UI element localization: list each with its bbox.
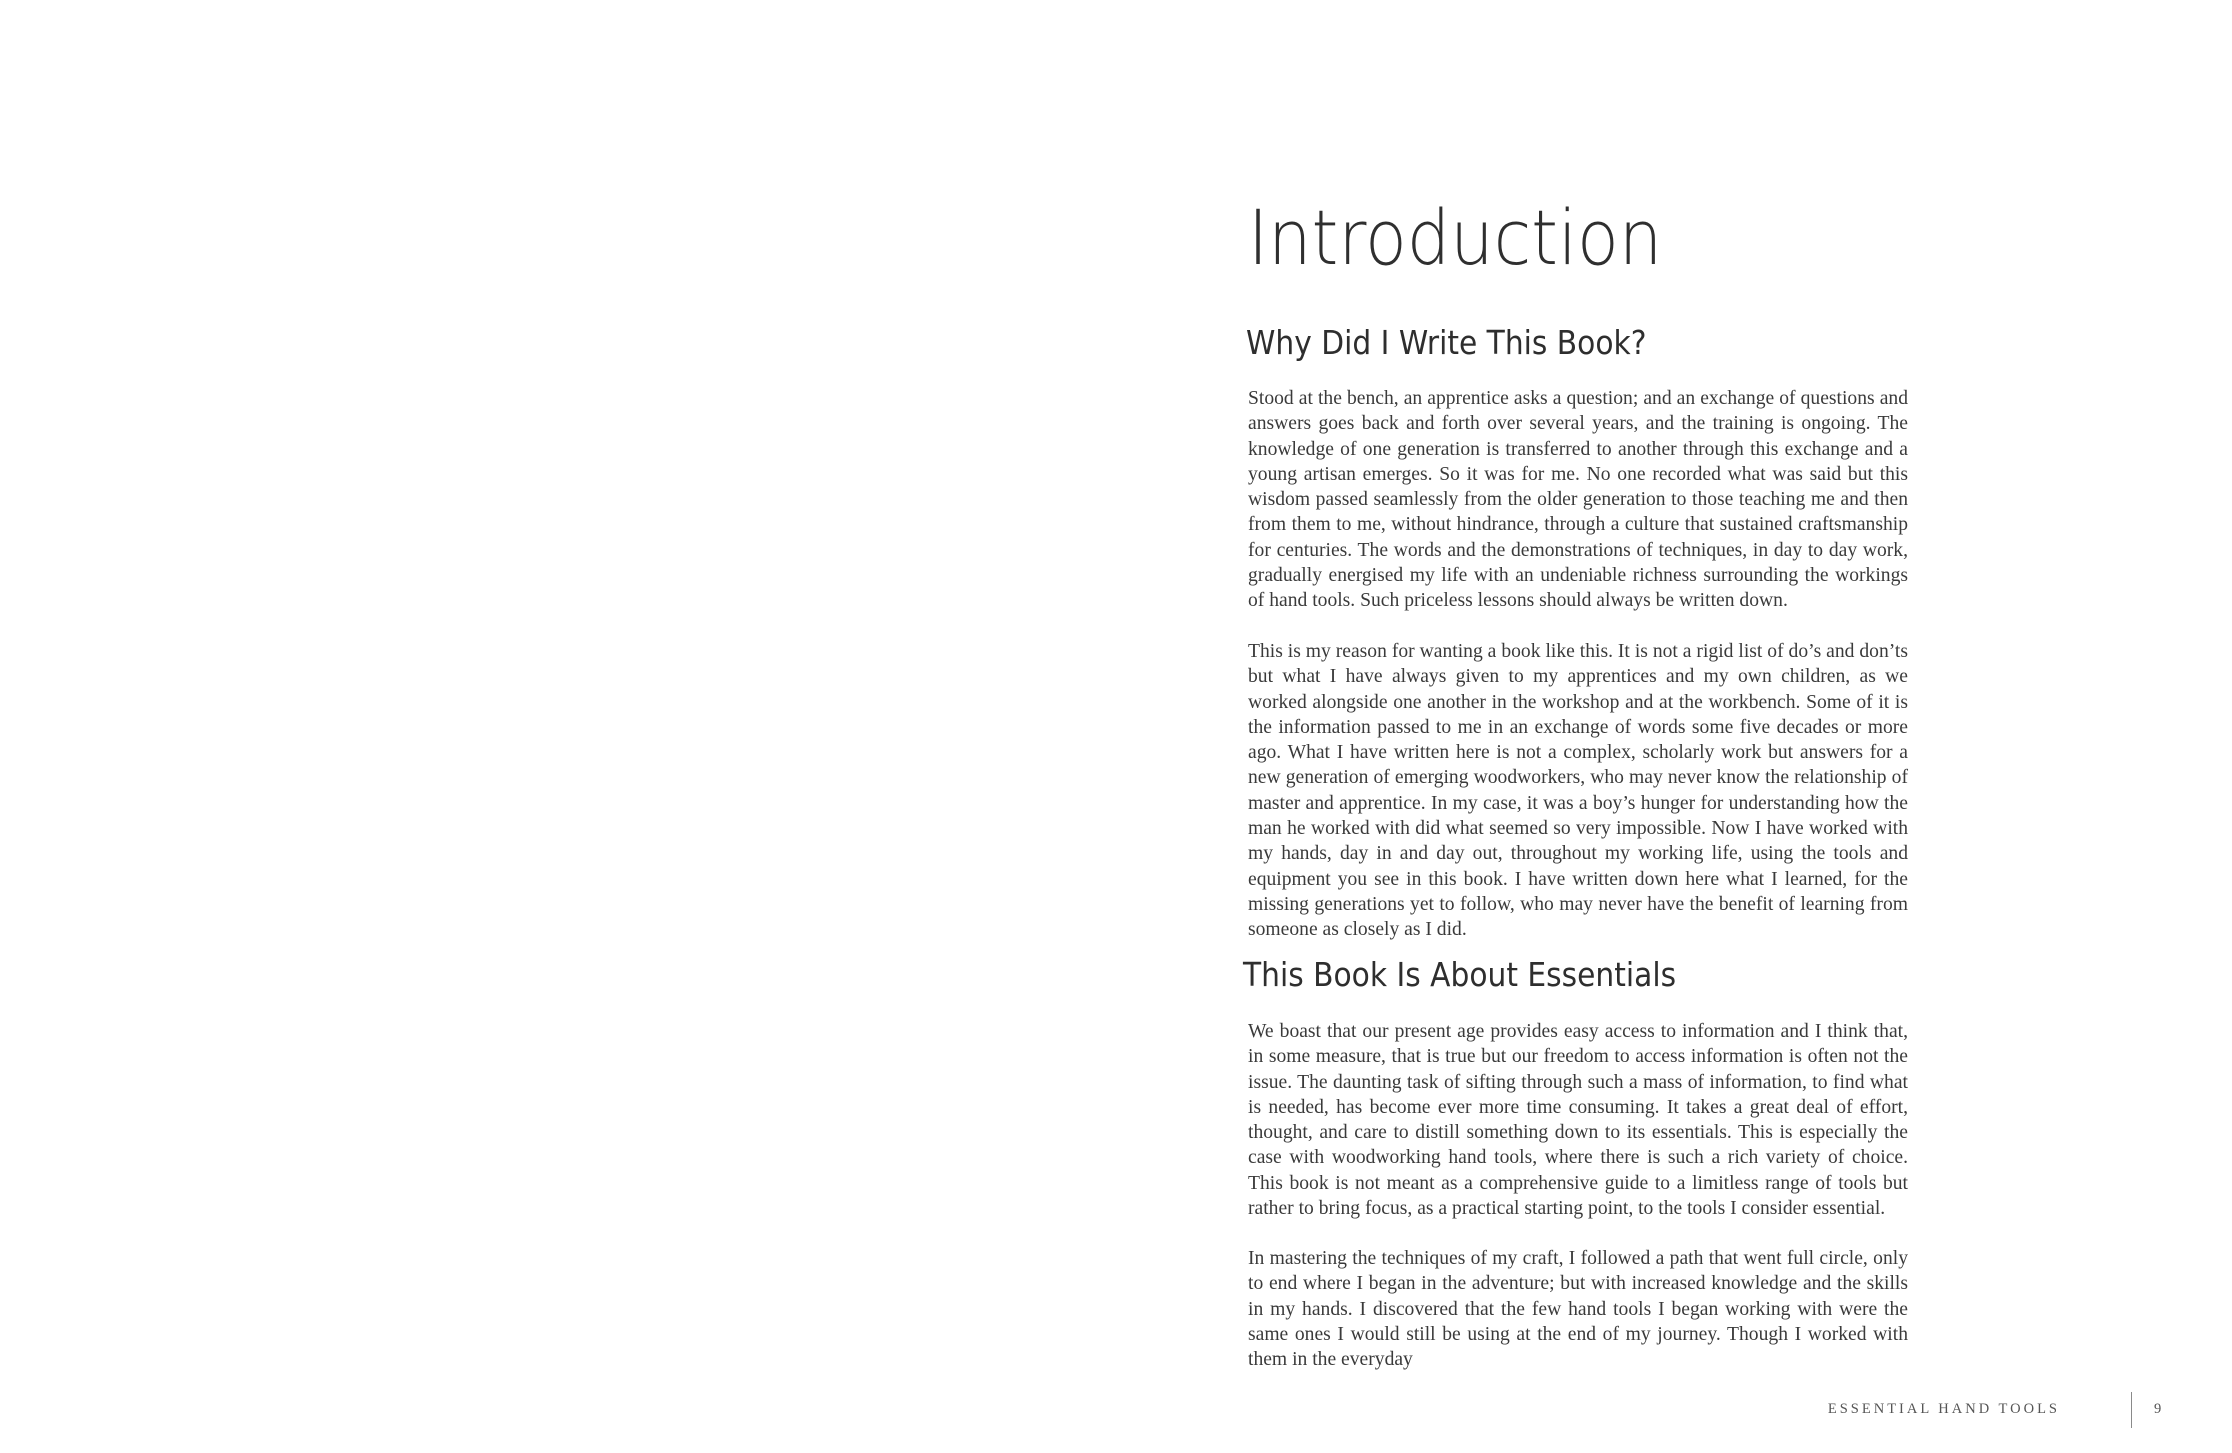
body-paragraph: In mastering the techniques of my craft, I followed a path that went full circle, only to end where I began in the adventure; but with increased knowledge and the skills in my hands. I discovered that the few hand tools I began working with were the same ones I would still be using at the end of my journey. Though I worked with them in the everyday xyxy=(1248,1248,1908,1371)
body-paragraph: We boast that our present age provides easy access to information and I think that, in some measure, that is true but our freedom to access information is often not the issue. The daunting task of sifting through such a mass of information, to find what is needed, has become ever more time consuming. It takes a great deal of effort, thought, and care to distill something down to its essentials. This is especially the case with woodworking hand tools, where there is such a rich variety of choice. This book is not meant as a comprehensive guide to a limitless range of tools but rather to bring focus, as a practical starting point, to the tools I consider essential. xyxy=(1248,1021,1908,1220)
running-title: ESSENTIAL HAND TOOLS xyxy=(1827,1401,2060,1417)
page-footer xyxy=(1800,1392,2172,1428)
section-heading-essentials: This Book Is About Essentials xyxy=(1243,955,1677,994)
chapter-title: Introduction xyxy=(1248,193,1663,282)
body-paragraph: Stood at the bench, an apprentice asks a question; and an exchange of questions and answers goes back and forth over several years, and the training is ongoing. The knowledge of one generation is transferred to another through this exchange and a young artisan emerges. So it was for me. No one recorded what was said but this wisdom passed seamlessly from the older generation to those teaching me and then from them to me, without hindrance, through a culture that sustained craftsmanship for centuries. The words and the demonstrations of techniques, in day to day work, gradually energised my life with an undeniable richness surrounding the workings of hand tools. Such priceless lessons should always be written down. xyxy=(1248,388,1908,612)
section-heading-why-write: Why Did I Write This Book? xyxy=(1246,323,1647,362)
footer-divider xyxy=(2131,1392,2132,1428)
body-paragraph: This is my reason for wanting a book like this. It is not a rigid list of do’s and don’ts but what I have always given to my apprentices and my own children, as we worked alongside one another in the workshop and at the workbench. Some of it is the information passed to me in an exchange of words some five decades or more ago. What I have written here is not a complex, scholarly work but answers for a new generation of emerging woodworkers, who may never know the relationship of master and apprentice. In my case, it was a boy’s hunger for understanding how the man he worked with did what seemed so very impossible. Now I have worked with my hands, day in and day out, throughout my working life, using the tools and equipment you see in this book. I have written down here what I learned, for the missing generations yet to follow, who may never have the benefit of learning from someone as closely as I did. xyxy=(1248,641,1908,941)
page-number: 9 xyxy=(2154,1401,2162,1417)
